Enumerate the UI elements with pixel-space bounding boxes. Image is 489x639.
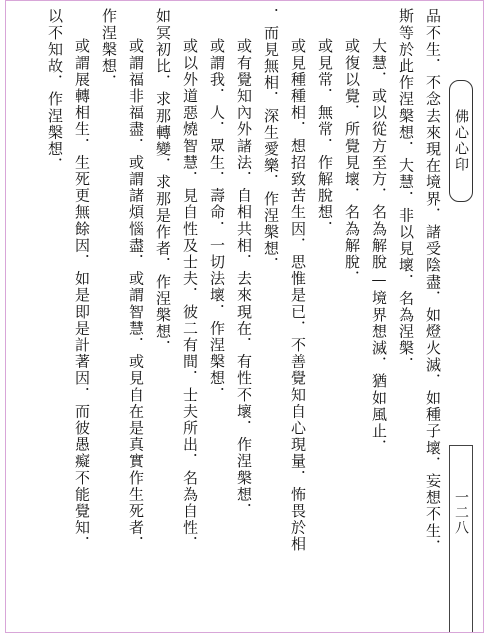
text-column-15: 以不知故．作涅槃想． [46, 8, 64, 174]
text-column-8: 或有覺知內外諸法．自相共相．去來現在．有性不壞．作涅槃想． [235, 38, 253, 520]
frame-bottom-line [5, 632, 484, 633]
text-column-2: 斯等於此作涅槃想．大慧．非以見壞．名為涅槃． [397, 8, 415, 374]
text-column-1: 品不生．不念去來現在境界．諸受陰盡．如燈火滅．如種子壞．妄想不生． [424, 8, 442, 556]
text-column-10: 或以外道惡燒智慧．見自性及士夫．彼二有間．士夫所出．名為自性． [181, 38, 199, 553]
text-column-12: 或謂福非福盡．或謂諸煩惱盡．或謂智慧．或見自在是真實作生死者． [127, 38, 145, 553]
text-column-11: 如冥初比．求那轉變．求那是作者．作涅槃想． [154, 8, 172, 357]
frame-top-line [5, 0, 484, 1]
text-column-9: 或謂我．人．眾生．壽命．一切法壞．作涅槃想． [208, 38, 226, 404]
text-column-13: 作涅槃想． [100, 8, 118, 91]
text-column-3: 大慧．或以從方至方．名為解脫—境界想滅．猶如風止． [370, 38, 388, 456]
page-number-tab [449, 445, 473, 632]
frame-right-line [483, 0, 484, 633]
text-column-4: 或復以覺．所覺見壞．名為解脫． [343, 38, 361, 287]
book-title: 佛心心印 [453, 109, 469, 173]
text-column-7: ．而見無相．深生愛樂．作涅槃想． [262, 8, 280, 274]
page-number: 一二八 [453, 490, 469, 535]
text-column-5: 或見常．無常．作解脫想． [316, 38, 334, 238]
text-column-6: 或見種種相．想招致苦生因．思惟是已．不善覺知自心現量．怖畏於相 [289, 38, 307, 553]
book-title-tab [449, 80, 473, 202]
frame-left-line [5, 0, 6, 632]
text-column-14: 或謂展轉相生．生死更無餘因．如是即是計著因．而彼愚癡不能覺知． [73, 38, 91, 553]
